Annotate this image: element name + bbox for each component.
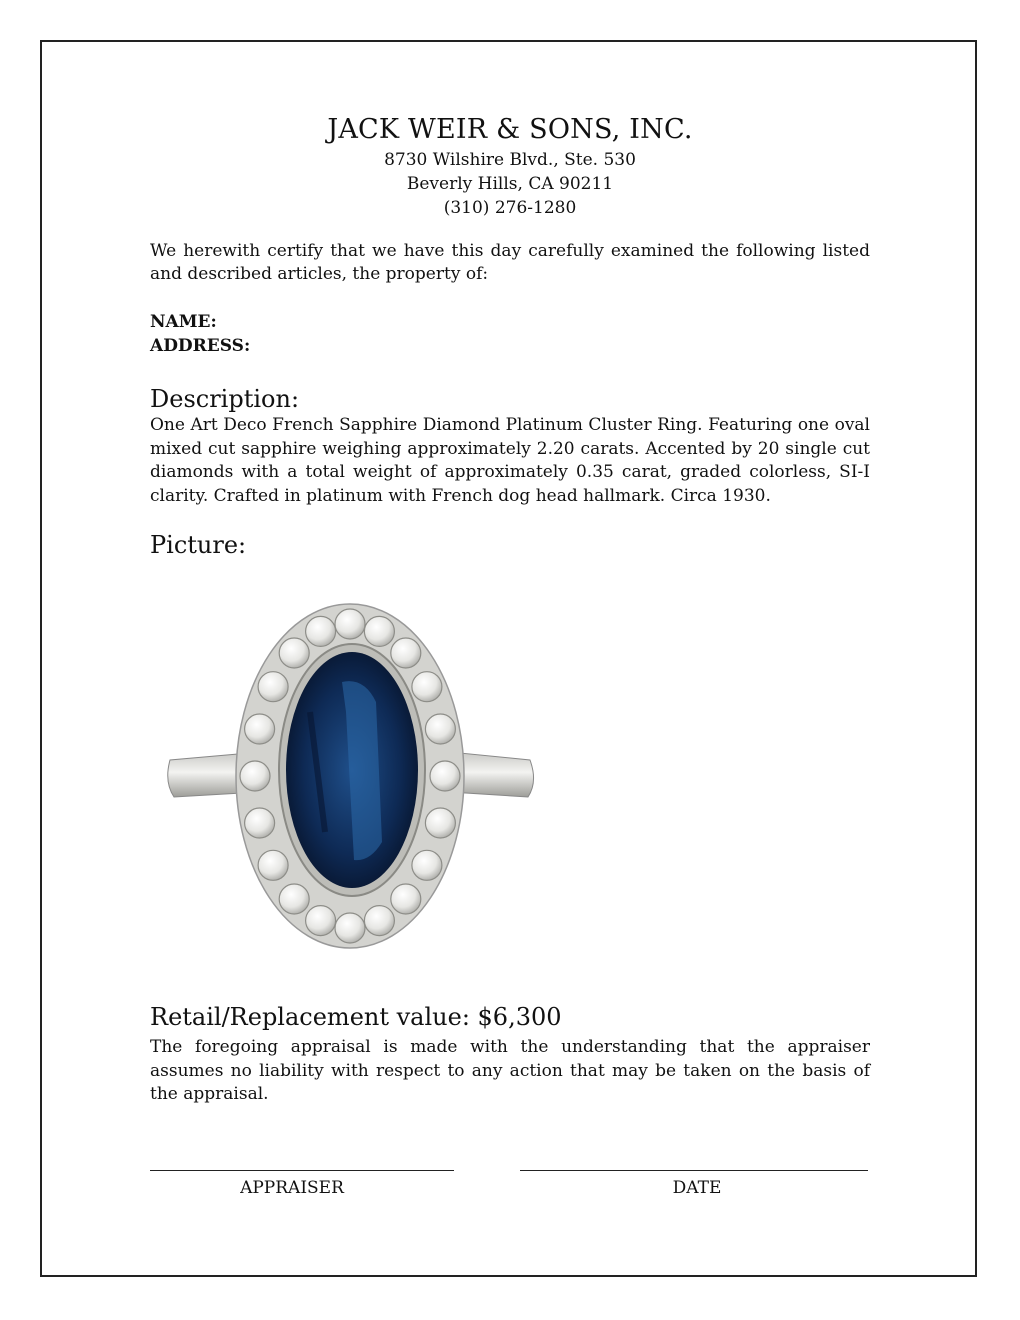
ring-illustration (150, 592, 550, 952)
halo-diamond (425, 714, 455, 744)
appraiser-label: APPRAISER (240, 1178, 344, 1198)
halo-diamond (258, 850, 288, 880)
date-signature-line (520, 1170, 868, 1171)
halo-diamond (364, 616, 394, 646)
halo-diamond (306, 616, 336, 646)
halo-diamond (364, 906, 394, 936)
halo-diamond (425, 808, 455, 838)
halo-diamond (412, 850, 442, 880)
company-name: JACK WEIR & SONS, INC. (327, 114, 693, 145)
appraiser-signature-line (150, 1170, 454, 1171)
halo-diamond (258, 672, 288, 702)
halo-diamond (391, 884, 421, 914)
address-label: ADDRESS: (150, 336, 251, 356)
date-label: DATE (672, 1178, 722, 1198)
retail-value: Retail/Replacement value: $6,300 (150, 1003, 562, 1031)
halo-diamond (335, 609, 365, 639)
halo-diamond (430, 761, 460, 791)
liability-disclaimer: The foregoing appraisal is made with the understanding that the appraiser assumes no liability with respect to any action that may be taken on the basis of the appraisal. (150, 1037, 870, 1104)
phone-number: (310) 276-1280 (443, 198, 577, 218)
owner-fields (150, 310, 870, 358)
address-line-1: 8730 Wilshire Blvd., Ste. 530 (384, 150, 636, 170)
certify-statement: We herewith certify that we have this day carefully examined the following listed and described articles, the property of: (150, 241, 870, 284)
halo-diamond (306, 906, 336, 936)
halo-diamond (240, 761, 270, 791)
appraisal-document (150, 112, 870, 1198)
ring-picture (150, 592, 550, 952)
address-line-2: Beverly Hills, CA 90211 (406, 174, 614, 194)
halo-diamond (335, 913, 365, 943)
halo-diamond (412, 672, 442, 702)
halo-diamond (279, 638, 309, 668)
halo-diamond (391, 638, 421, 668)
halo-diamond (245, 714, 275, 744)
halo-diamond (279, 884, 309, 914)
halo-diamond (245, 808, 275, 838)
name-label: NAME: (150, 312, 217, 332)
picture-heading: Picture: (150, 531, 247, 559)
description-text: One Art Deco French Sapphire Diamond Platinum Cluster Ring. Featuring one oval mixed cut sapphire weighing approximately 2.20 carats. Accented by 20 single cut diamonds with a total weight of approximately 0.35 carat, graded colorless, SI-I clarity. Crafted in platinum with French dog head hallmark. Circa 1930. (150, 415, 870, 506)
letterhead (150, 112, 870, 220)
description-heading: Description: (150, 385, 300, 413)
